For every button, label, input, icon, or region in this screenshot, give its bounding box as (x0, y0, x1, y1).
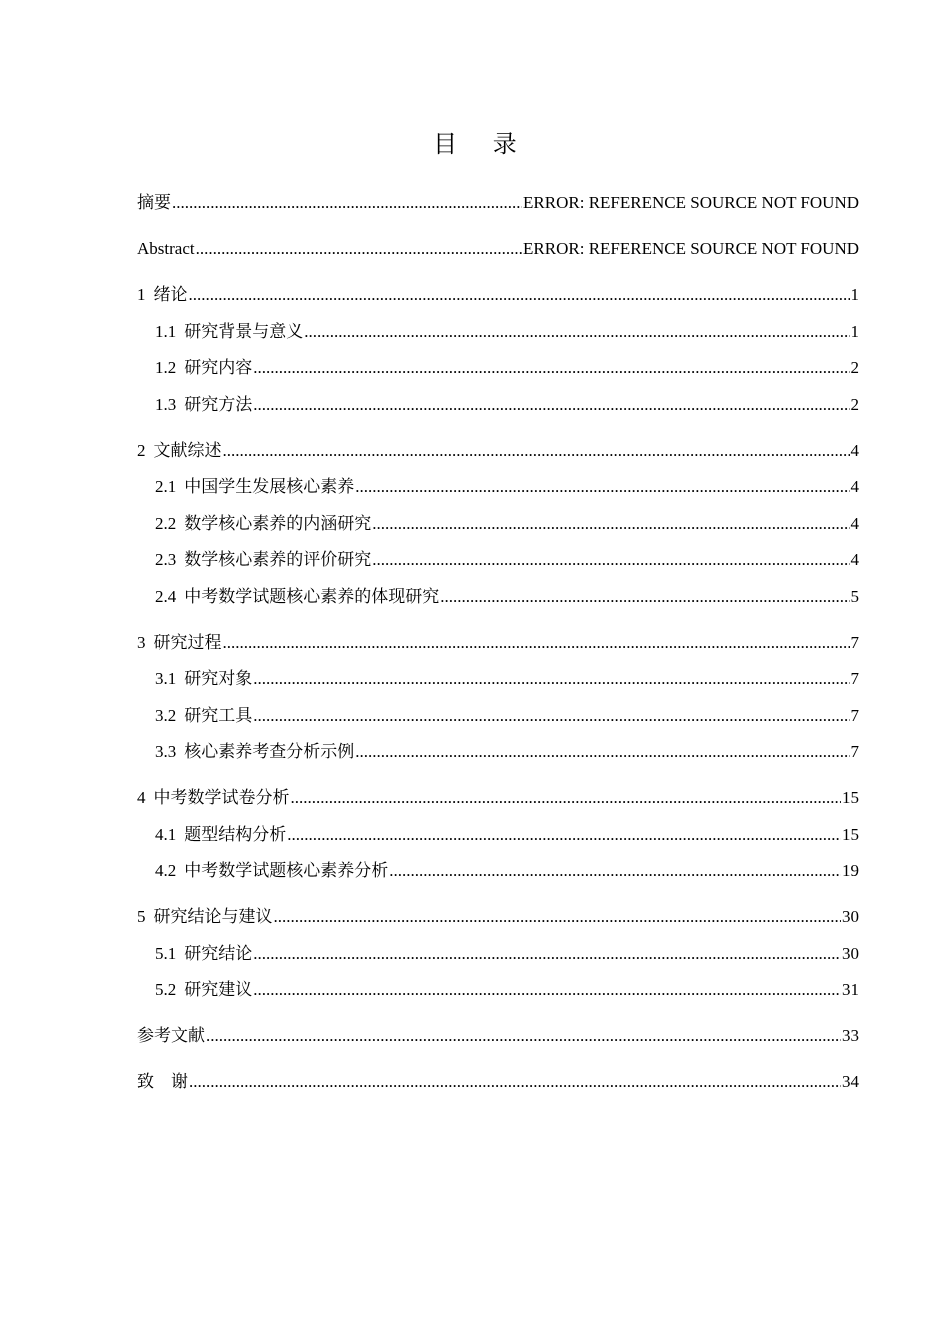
toc-entry-page: 19 (842, 861, 859, 880)
toc-entry[interactable] (137, 185, 859, 222)
toc-entry-number: 5.1 (155, 943, 177, 963)
toc-entry-label: 中考数学试题核心素养的体现研究 (184, 586, 440, 606)
toc-entry-number: 4.1 (155, 824, 177, 844)
dot-leader (172, 185, 522, 222)
toc-entry-page: 31 (842, 980, 859, 999)
toc-entry[interactable] (137, 936, 859, 973)
toc-entry-page: 30 (842, 943, 859, 963)
dot-leader (253, 350, 849, 387)
toc-entry-label: 研究结论 (184, 943, 253, 963)
toc-entry-page: 4 (850, 440, 859, 460)
toc-entry[interactable] (137, 698, 859, 735)
table-of-contents (137, 185, 859, 1101)
toc-entry-number: 1.3 (155, 394, 177, 414)
toc-entry-page: 7 (850, 705, 859, 725)
toc-entry-page: ERROR: REFERENCE SOURCE NOT FOUND (523, 239, 859, 258)
toc-entry-page: ERROR: REFERENCE SOURCE NOT FOUND (523, 193, 859, 212)
toc-entry-number: 1 (137, 285, 146, 304)
dot-leader (304, 314, 849, 351)
toc-entry-page: 7 (850, 632, 859, 652)
toc-entry-number: 2 (137, 440, 146, 460)
dot-leader (355, 734, 849, 771)
toc-entry-page: 1 (850, 285, 859, 304)
dot-leader (287, 817, 841, 854)
toc-entry[interactable] (137, 314, 859, 351)
toc-entry-label: 中国学生发展核心素养 (184, 477, 355, 496)
toc-entry-label: 数学核心素养的评价研究 (184, 550, 372, 569)
toc-entry-number: 2.3 (155, 550, 177, 569)
toc-entry-label: 题型结构分析 (184, 824, 287, 844)
dot-leader (189, 277, 850, 314)
toc-entry-page: 5 (850, 586, 859, 606)
toc-entry-label: 研究工具 (184, 705, 253, 725)
toc-entry-label: 研究方法 (184, 394, 253, 414)
toc-entry-page: 4 (850, 477, 859, 496)
toc-entry-number: 5 (137, 907, 146, 926)
toc-entry[interactable] (137, 817, 859, 854)
toc-entry[interactable] (137, 1064, 859, 1101)
toc-entry[interactable] (137, 972, 859, 1009)
toc-entry-label: 中考数学试卷分析 (153, 788, 290, 807)
toc-entry[interactable] (137, 433, 859, 470)
toc-entry-label: Abstract (137, 239, 195, 258)
toc-entry-page: 7 (850, 742, 859, 761)
toc-entry[interactable] (137, 661, 859, 698)
toc-entry[interactable] (137, 780, 859, 817)
toc-entry-label: 文献综述 (153, 440, 222, 460)
toc-entry[interactable] (137, 350, 859, 387)
toc-entry-page: 34 (842, 1072, 859, 1091)
toc-entry-number: 3.3 (155, 742, 177, 761)
dot-leader (253, 972, 841, 1009)
toc-entry-label: 数学核心素养的内涵研究 (184, 513, 372, 533)
dot-leader (372, 542, 849, 579)
toc-entry-label: 致 谢 (137, 1072, 188, 1091)
toc-entry-number: 2.2 (155, 513, 177, 533)
toc-entry-label: 研究建议 (184, 980, 253, 999)
dot-leader (274, 899, 842, 936)
toc-entry-label: 绪论 (153, 285, 188, 304)
toc-entry-page: 33 (842, 1026, 859, 1045)
dot-leader (223, 433, 850, 470)
toc-entry[interactable] (137, 899, 859, 936)
toc-entry-page: 4 (850, 513, 859, 533)
toc-entry-label: 研究背景与意义 (184, 321, 304, 341)
toc-entry-number: 1.1 (155, 321, 177, 341)
dot-leader (206, 1018, 841, 1055)
toc-entry[interactable] (137, 1018, 859, 1055)
toc-entry-label: 研究过程 (153, 632, 222, 652)
toc-entry-number: 3 (137, 632, 146, 652)
toc-entry-page: 2 (850, 394, 859, 414)
toc-title: 目 录 (433, 130, 531, 158)
toc-entry-number: 3.1 (155, 669, 177, 688)
toc-entry[interactable] (137, 231, 859, 268)
toc-entry-number: 3.2 (155, 705, 177, 725)
toc-entry-page: 15 (842, 788, 859, 807)
toc-entry-page: 1 (850, 321, 859, 341)
toc-entry[interactable] (137, 734, 859, 771)
dot-leader (253, 661, 849, 698)
dot-leader (253, 387, 849, 424)
toc-entry[interactable] (137, 542, 859, 579)
toc-entry-label: 研究结论与建议 (153, 907, 273, 926)
toc-entry[interactable] (137, 506, 859, 543)
toc-entry-page: 15 (842, 824, 859, 844)
dot-leader (440, 579, 849, 616)
dot-leader (189, 1064, 841, 1101)
toc-entry-page: 2 (850, 358, 859, 377)
dot-leader (196, 231, 522, 268)
toc-entry-label: 中考数学试题核心素养分析 (184, 861, 389, 880)
toc-entry-number: 2.4 (155, 586, 177, 606)
toc-entry-page: 7 (850, 669, 859, 688)
toc-entry-number: 4 (137, 788, 146, 807)
toc-entry-label: 研究内容 (184, 358, 253, 377)
dot-leader (389, 853, 841, 890)
toc-entry-label: 参考文献 (137, 1026, 205, 1045)
dot-leader (253, 936, 841, 973)
toc-entry-number: 1.2 (155, 358, 177, 377)
toc-entry[interactable] (137, 579, 859, 616)
toc-entry[interactable] (137, 277, 859, 314)
toc-entry-number: 4.2 (155, 861, 177, 880)
dot-leader (372, 506, 849, 543)
toc-entry[interactable] (137, 853, 859, 890)
dot-leader (355, 469, 849, 506)
dot-leader (223, 625, 850, 662)
dot-leader (291, 780, 842, 817)
toc-entry-number: 5.2 (155, 980, 177, 999)
toc-entry[interactable] (137, 469, 859, 506)
toc-entry-page: 30 (842, 907, 859, 926)
toc-entry-label: 核心素养考查分析示例 (184, 742, 355, 761)
toc-entry-label: 研究对象 (184, 669, 253, 688)
toc-entry-page: 4 (850, 550, 859, 569)
toc-entry[interactable] (137, 625, 859, 662)
dot-leader (253, 698, 849, 735)
toc-entry-number: 2.1 (155, 477, 177, 496)
toc-entry[interactable] (137, 387, 859, 424)
toc-entry-label: 摘要 (137, 193, 171, 212)
